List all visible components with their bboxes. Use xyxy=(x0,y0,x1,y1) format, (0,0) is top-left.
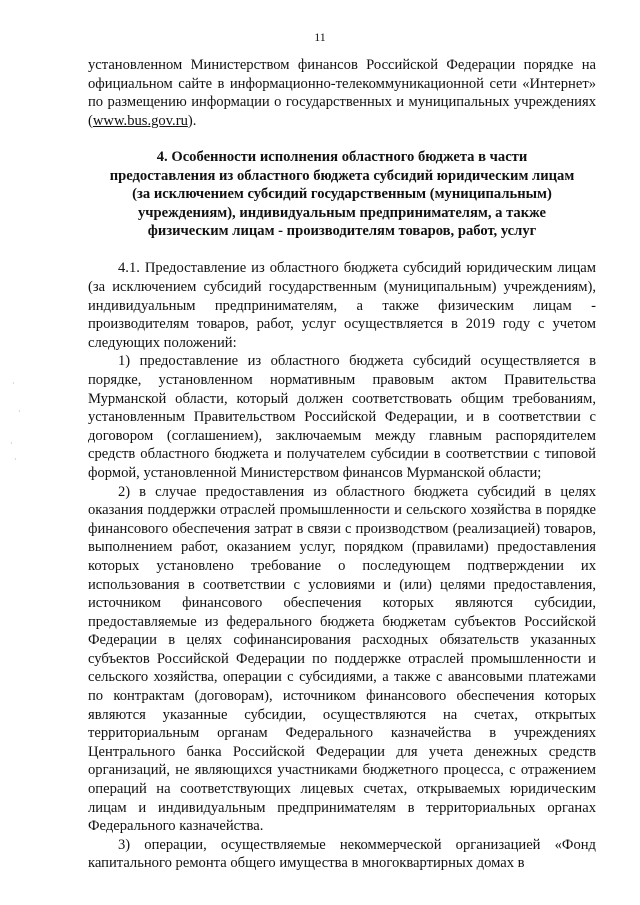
scan-speck: · xyxy=(10,439,13,448)
section-heading xyxy=(88,148,596,240)
paragraph-item-1: 1) предоставление из областного бюджета субсидий осуществляется в порядке, установленном нормативным правовым актом Правительства Мурманской области, который должен соответствовать общим требованиям, установленным Правительством Российской Федерации, и в соответствии с договором (соглашением), заключаемым между главным распорядителем средств областного бюджета и получателем субсидии в соответствии с типовой формой, установленной Министерством финансов Мурманской области; xyxy=(88,353,596,481)
website-link[interactable]: www.bus.gov.ru xyxy=(92,112,188,129)
section-heading-line: учреждениям), индивидуальным предпринимателям, а также xyxy=(137,204,546,221)
scan-speck: · xyxy=(18,407,21,416)
page-content xyxy=(88,56,596,873)
intro-paragraph xyxy=(88,56,596,130)
section-heading-line: 4. Особенности исполнения областного бюджета в части xyxy=(156,149,528,166)
section-heading-line: (за исключением субсидий государственным (муниципальным) xyxy=(132,186,552,203)
section-heading-line: предоставления из областного бюджета субсидий юридическим лицам xyxy=(109,167,575,184)
paragraph-item-2: 2) в случае предоставления из областного бюджета субсидий в целях оказания поддержки отраслей промышленности и сельского хозяйства в порядке финансового обеспечения затрат в связи с производством (реализацией) товаров, выполнением работ, оказанием услуг, порядком (правилами) предоставления которых установлено требование о последующем подтверждении их использования в соответствии с условиями и (или) целями предоставления, источником финансового обеспечения которых являются субсидии, предоставляемые из федерального бюджета бюджетам субъектов Российской Федерации в целях софинансирования расходных обязательств указанных субъектов Российской Федерации по поддержке отраслей промышленности и сельского хозяйства, операции с субсидиями, а также с авансовыми платежами по контрактам (договорам), источником финансового обеспечения которых являются указанные субсидии, осуществляются на счетах, открытых территориальным органам Федерального казначейства в учреждениях Центрального банка Российской Федерации для учета денежных средств организаций, не являющихся участниками бюджетного процесса, с отражением операций на соответствующих лицевых счетах, открываемых юридическим лицам и индивидуальным предпринимателям в территориальных органах Федерального казначейства. xyxy=(88,483,596,835)
scan-speck: · xyxy=(12,379,15,388)
intro-text-before-link: установленном Министерством финансов Российской Федерации порядке на официальном сайте в информационно-телекоммуникационной сети «Интернет» по размещению информации о государственных и муниципальных учреждениях ( xyxy=(88,57,596,129)
paragraph-item-3: 3) операции, осуществляемые некоммерческой организацией «Фонд капитального ремонта общего имущества в многоквартирных домах в xyxy=(88,836,596,872)
scan-speck: · xyxy=(14,455,17,464)
intro-text-after-link: ). xyxy=(187,112,197,129)
paragraph-4-1: 4.1. Предоставление из областного бюджета субсидий юридическим лицам (за исключением субсидий государственным (муниципальным) учреждениям), индивидуальным предпринимателям, а также физическим лицам - производителям товаров, работ, услуг осуществляется в 2019 году с учетом следующих положений: xyxy=(88,260,596,351)
section-heading-line: физическим лицам - производителям товаров, работ, услуг xyxy=(147,223,537,239)
page-number: 11 xyxy=(314,30,326,44)
